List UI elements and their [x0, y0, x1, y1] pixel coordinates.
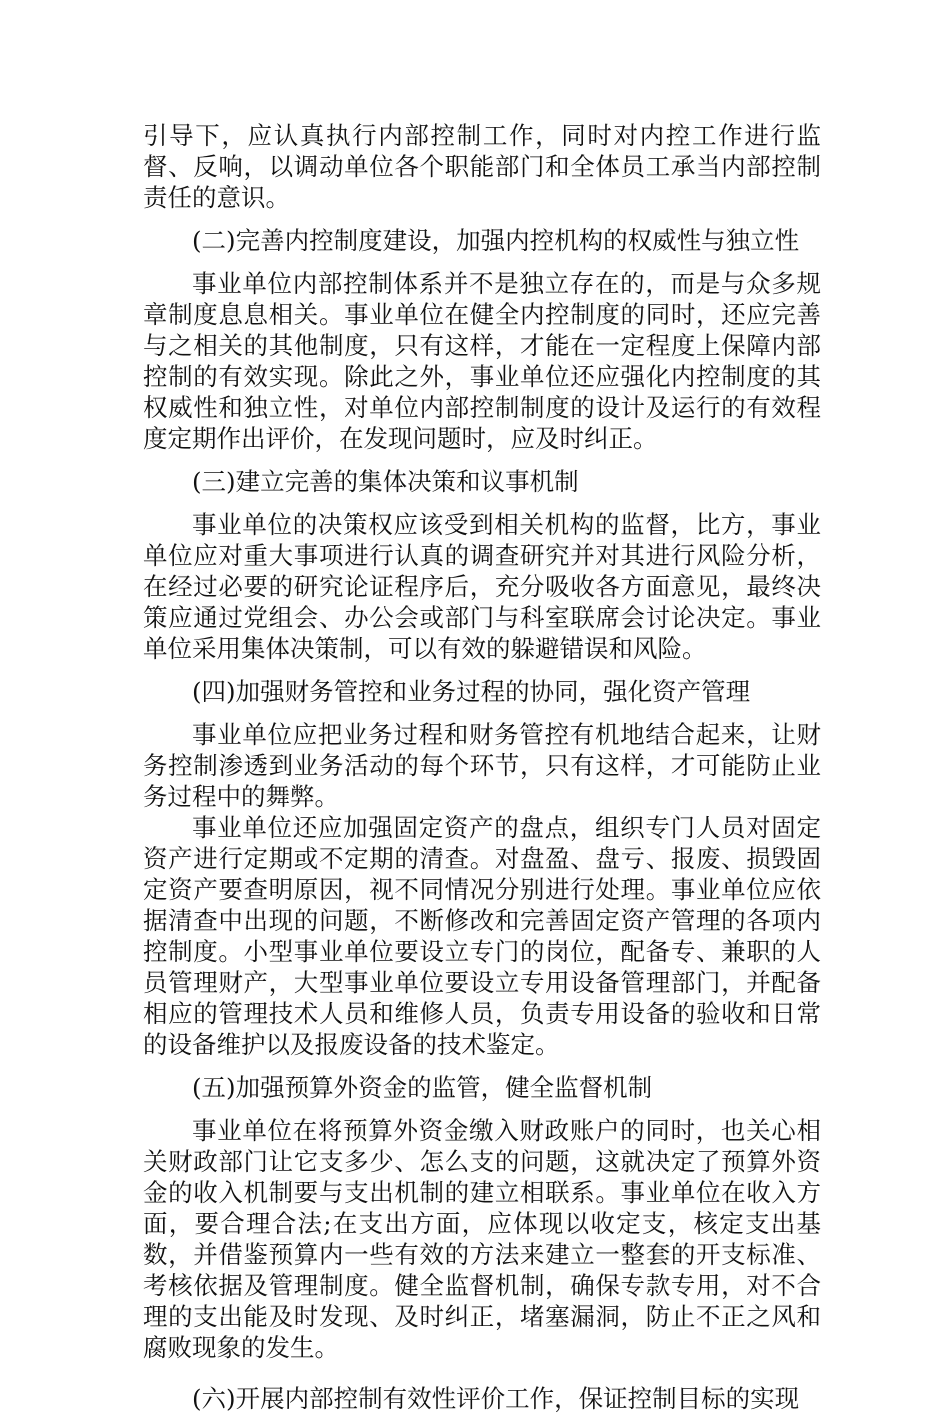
- section-heading-6: (六)开展内部控制有效性评价工作，保证控制目标的实现: [192, 1384, 800, 1413]
- paragraph-body: 事业单位的决策权应该受到相关机构的监督，比方，事业单位应对重大事项进行认真的调查研究并对其进行风险分析，在经过必要的研究论证程序后，充分吸收各方面意见，最终决策应通过党组会、办公会或部门与科室联席会讨论决定。事业单位采用集体决策制，可以有效的躲避错误和风险。: [143, 510, 821, 663]
- document-body: [143, 120, 821, 1426]
- paragraph-body: 事业单位在将预算外资金缴入财政账户的同时，也关心相关财政部门让它支多少、怎么支的问题，这就决定了预算外资金的收入机制要与支出机制的建立相联系。事业单位在收入方面，要合理合法;在支出方面，应体现以收定支，核定支出基数，并借鉴预算内一些有效的方法来建立一整套的开支标准、考核依据及管理制度。健全监督机制，确保专款专用，对不合理的支出能及时发现、及时纠正，堵塞漏洞，防止不正之风和腐败现象的发生。: [143, 1116, 821, 1362]
- section-heading-3: (三)建立完善的集体决策和议事机制: [192, 467, 579, 496]
- section-heading-4: (四)加强财务管控和业务过程的协同，强化资产管理: [192, 677, 751, 706]
- section-heading-5: (五)加强预算外资金的监管，健全监督机制: [192, 1073, 653, 1102]
- section-heading-2: (二)完善内控制度建设，加强内控机构的权威性与独立性: [192, 226, 800, 255]
- paragraph-body: 事业单位应把业务过程和财务管控有机地结合起来，让财务控制渗透到业务活动的每个环节，只有这样，才可能防止业务过程中的舞弊。: [143, 720, 821, 811]
- paragraph-body: 事业单位内部控制体系并不是独立存在的，而是与众多规章制度息息相关。事业单位在健全内控制度的同时，还应完善与之相关的其他制度，只有这样，才能在一定程度上保障内部控制的有效实现。除此之外，事业单位还应强化内控制度的其权威性和独立性，对单位内部控制制度的设计及运行的有效程度定期作出评价，在发现问题时，应及时纠正。: [143, 269, 821, 453]
- paragraph-body: 事业单位还应加强固定资产的盘点，组织专门人员对固定资产进行定期或不定期的清查。对盘盈、盘亏、报废、损毁固定资产要查明原因，视不同情况分别进行处理。事业单位应依据清查中出现的问题，不断修改和完善固定资产管理的各项内控制度。小型事业单位要设立专门的岗位，配备专、兼职的人员管理财产，大型事业单位要设立专用设备管理部门，并配备相应的管理技术人员和维修人员，负责专用设备的验收和日常的设备维护以及报废设备的技术鉴定。: [143, 813, 821, 1059]
- paragraph-continuation: 引导下，应认真执行内部控制工作，同时对内控工作进行监督、反响，以调动单位各个职能部门和全体员工承当内部控制责任的意识。: [143, 121, 821, 212]
